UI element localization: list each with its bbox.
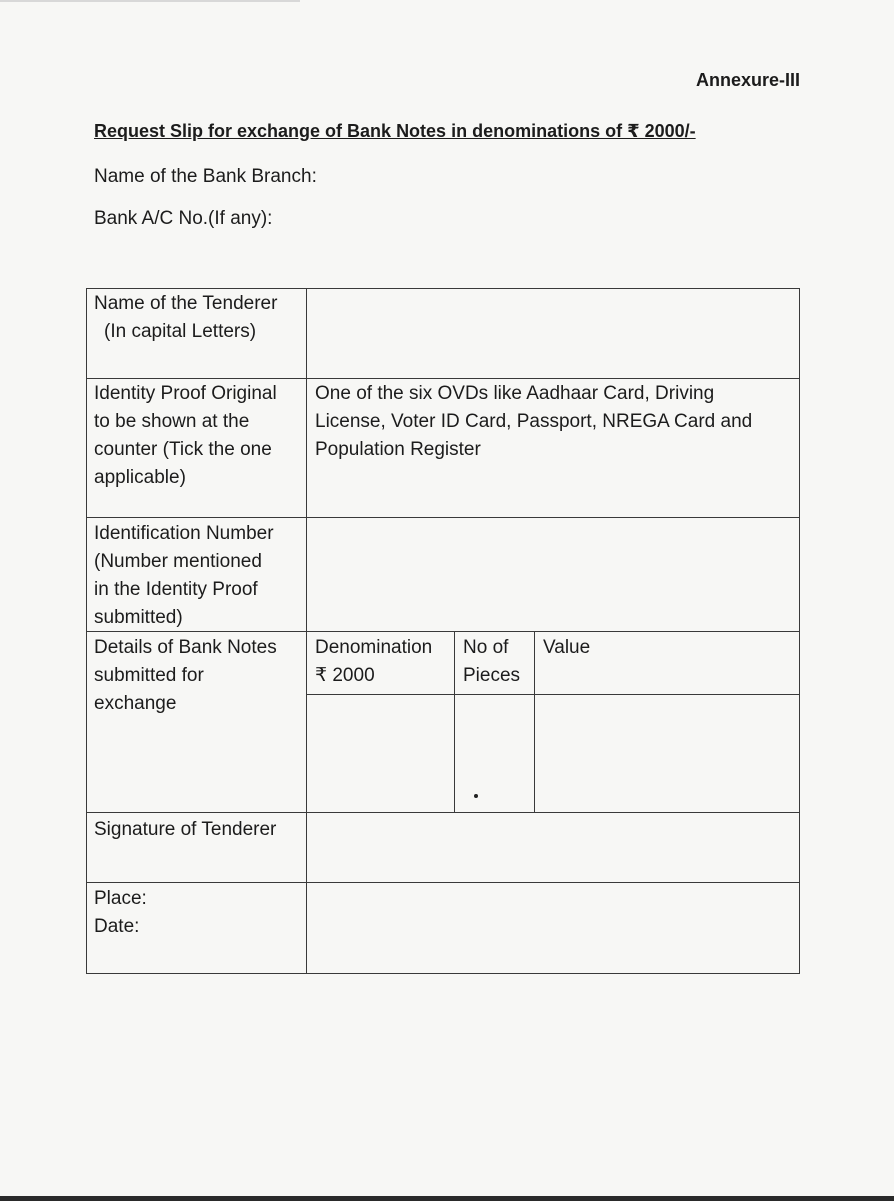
request-slip-table [86, 288, 800, 974]
bank-branch-field[interactable]: Name of the Bank Branch: [94, 166, 317, 187]
place-date-input[interactable] [315, 885, 785, 971]
identity-proof-label: Identity Proof Original to be shown at the counter (Tick the one applicable) [94, 383, 277, 488]
bank-account-field[interactable]: Bank A/C No.(If any): [94, 208, 273, 229]
scan-edge-bottom [0, 1196, 894, 1201]
tenderer-name-input[interactable] [315, 290, 785, 374]
date-label: Date: [94, 916, 140, 937]
row-divider [86, 812, 800, 813]
ink-speck [474, 794, 478, 798]
place-date-label [94, 885, 304, 941]
denomination-value: ₹ 2000 [315, 665, 375, 686]
signature-input[interactable] [315, 815, 785, 881]
pieces-header: No of Pieces [463, 637, 521, 686]
tenderer-name-label: Name of the Tenderer (In capital Letters) [94, 293, 278, 342]
annexure-label: Annexure-III [695, 70, 800, 90]
row-divider [86, 378, 800, 379]
row-divider [86, 882, 800, 883]
table-border-top [86, 288, 800, 289]
denomination-header: Denomination ₹ 2000 [315, 634, 432, 690]
signature-label: Signature of Tenderer [94, 819, 277, 840]
denomination-input[interactable] [307, 695, 454, 812]
page-title: Request Slip for exchange of Bank Notes in denominations of ₹ 2000/- [94, 121, 696, 141]
identification-number-input[interactable] [315, 520, 785, 626]
row-divider [86, 517, 800, 518]
bank-notes-label: Details of Bank Notes submitted for exchange [94, 637, 277, 714]
scan-edge-top [0, 0, 300, 2]
place-label: Place: [94, 888, 147, 909]
identification-number-label: Identification Number (Number mentioned in the Identity Proof submitted) [94, 523, 274, 628]
value-input[interactable] [535, 695, 799, 812]
value-header: Value [543, 637, 591, 658]
identity-proof-value[interactable]: One of the six OVDs like Aadhaar Card, Driving License, Voter ID Card, Passport, NREGA Card and Population Register [315, 383, 753, 460]
pieces-input[interactable] [455, 695, 534, 812]
table-border-bottom [86, 973, 800, 974]
